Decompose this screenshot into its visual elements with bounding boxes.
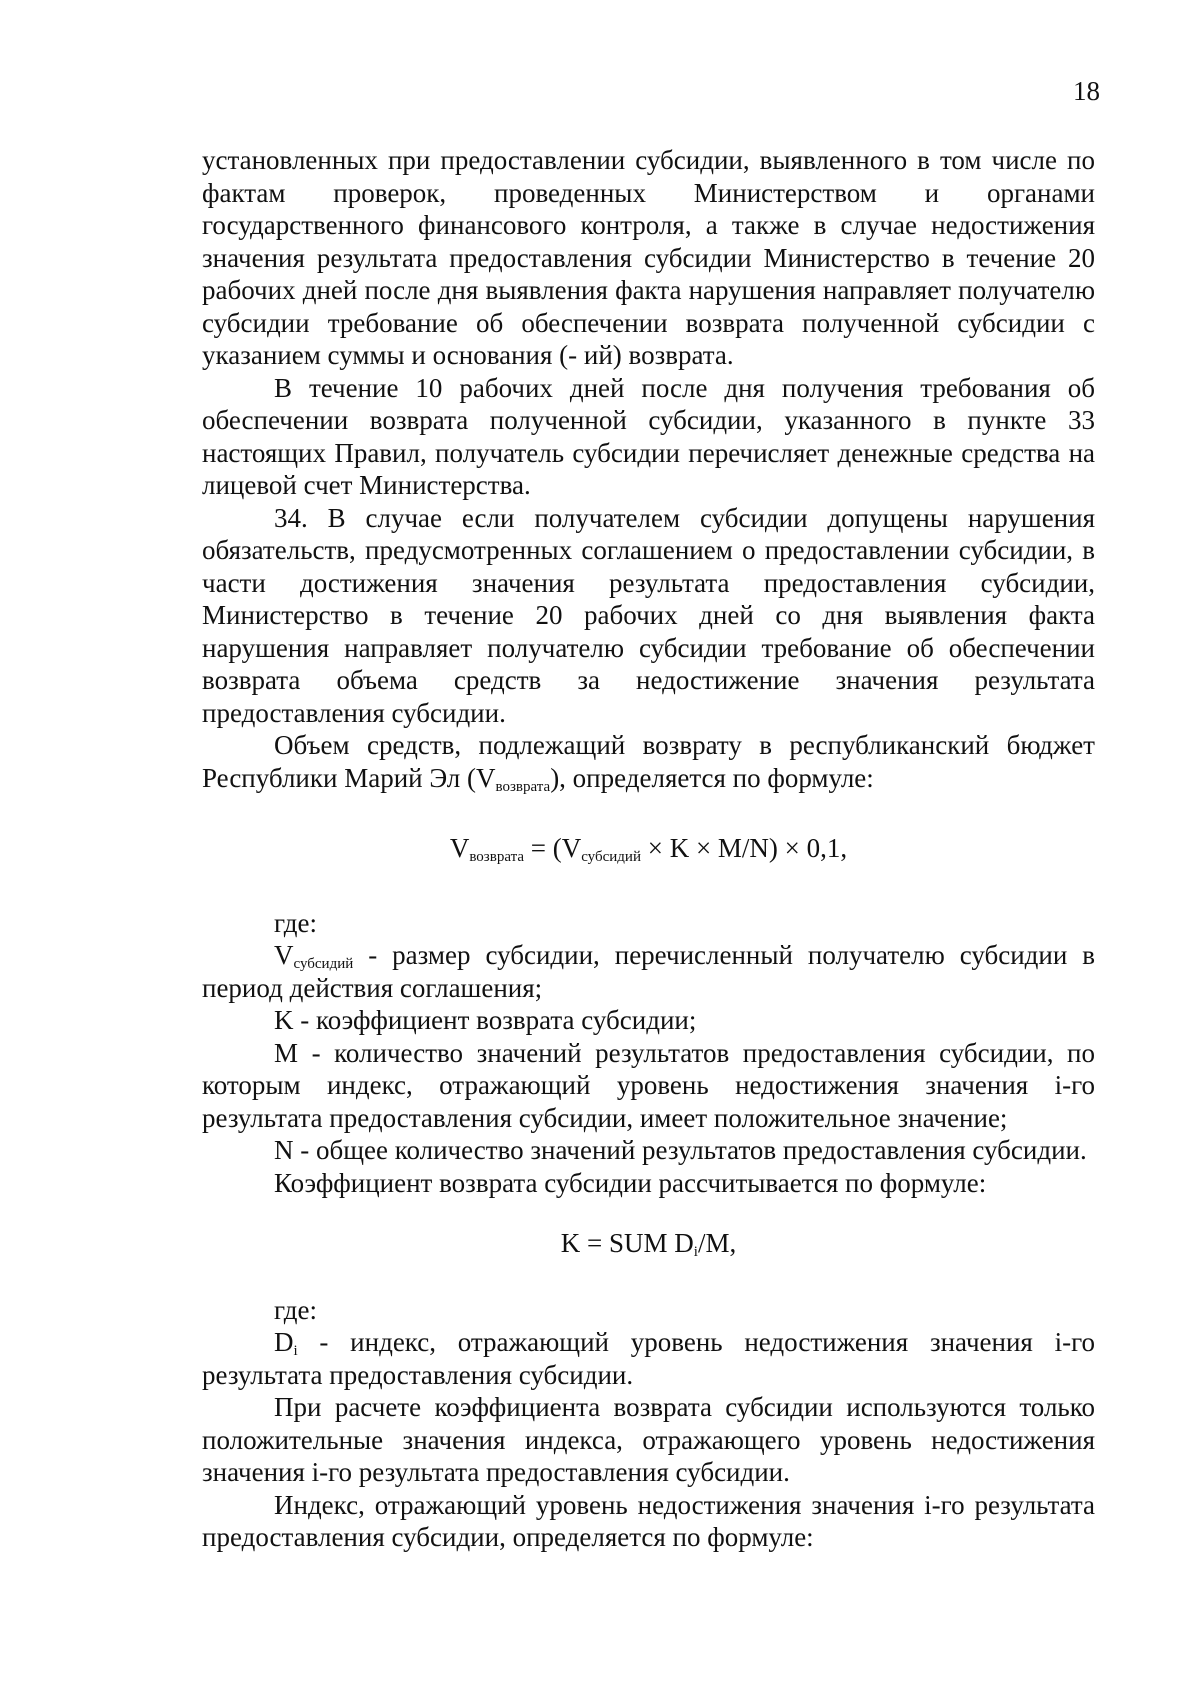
where-label: где: [274,1294,317,1325]
formula-segment: K = SUM D [560,1228,694,1258]
formula-subscript: субсидий [581,849,641,865]
formula-segment: × K × M/N) × 0,1, [640,833,848,863]
paragraph-transfer-deadline: В течение 10 рабочих дней после дня получения требования об обеспечении возврата полученной субсидии, указанного в пункте 33 настоящих Правил, получатель субсидии перечисляет денежные средства на лицевой счет Министерства. [202,372,1095,500]
formula-subscript: i [693,1244,698,1260]
definition-d [202,1326,1095,1391]
formula-coefficient [202,1227,1095,1260]
definition-n: N - общее количество значений результатов предоставления субсидии. [274,1135,1087,1165]
formula-symbol: V [449,833,470,863]
subscript: субсидий [293,956,354,972]
text-segment: Объем средств, подлежащий возврату в республиканский бюджет Республики Марий Эл (V [202,730,1095,793]
paragraph-coefficient: Коэффициент возврата субсидии рассчитывается по формуле: [274,1167,987,1198]
subscript: возврата [495,778,551,795]
definition-v-subsidy [202,939,1095,1004]
paragraph-34: 34. В случае если получателем субсидии допущены нарушения обязательств, предусмотренных соглашением о предоставлении субсидии, в части достижения значения результата предоставления субсидии, Министерство в течение 20 рабочих дней со дня выявления факта нарушения направляет получателю субсидии требование об обеспечении возврата объема средств за недостижение значения результата предоставления субсидии. [202,502,1095,728]
where-label: где: [274,907,317,938]
paragraph-index-formula: Индекс, отражающий уровень недостижения значения i-го результата предоставления субсидии, определяется по формуле: [202,1489,1095,1552]
symbol: V [274,940,294,970]
formula-return-volume [202,832,1095,865]
subscript: i [293,1343,298,1359]
document-body [202,144,1095,1554]
paragraph-positive-values: При расчете коэффициента возврата субсидии используются только положительные значения индекса, отражающего уровень недостижения значения i-го результата предоставления субсидии. [202,1392,1095,1487]
definition-text: - размер субсидии, перечисленный получателю субсидии в период действия соглашения; [202,940,1095,1003]
formula-segment: /M, [697,1228,737,1258]
formula-segment: = (V [523,833,582,863]
page-number: 18 [1073,76,1100,106]
paragraph-return-requirement: установленных при предоставлении субсидии, выявленного в том числе по фактам проверок, проведенных Министерством и органами государственного финансового контроля, а также в случае недостижения значения результата предоставления субсидии Министерство в течение 20 рабочих дней после дня выявления факта нарушения направляет получателю субсидии требование об обеспечении возврата полученной субсидии с указанием суммы и основания (- ий) возврата. [202,145,1095,370]
symbol: D [274,1327,294,1357]
paragraph-return-volume [202,729,1095,794]
formula-subscript: возврата [469,849,524,865]
definition-text: - индекс, отражающий уровень недостижения значения i-го результата предоставления субсидии. [202,1327,1095,1390]
definition-k: K - коэффициент возврата субсидии; [274,1005,697,1035]
text-segment: ), определяется по формуле: [550,762,874,793]
definition-m: M - количество значений результатов предоставления субсидии, по которым индекс, отражающий уровень недостижения значения i-го результата предоставления субсидии, имеет положительное значение; [202,1037,1095,1133]
